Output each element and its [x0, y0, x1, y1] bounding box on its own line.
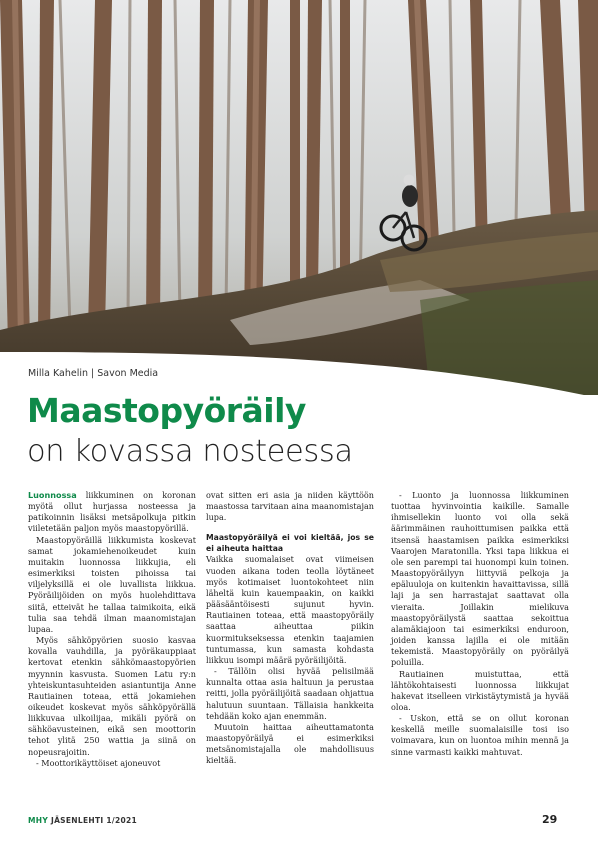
paragraph: - Uskon, että se on ollut koronan keskellä meille suomalaisille tosi iso voimavara, kun on luontoa mihin mennä ja sinne varmasti kaikki mahtuvat.: [391, 713, 569, 757]
hero-photo: [0, 0, 598, 395]
headline-line-1: Maastopyöräily: [27, 391, 306, 430]
article-column-2: [206, 490, 374, 766]
paragraph: Maastopyöräillä liikkumista koskevat samat jokamiehenoikeudet kuin muitakin luonnossa liikkujia, eli esimerkiksi toisten pihoissa tai viljelyksillä ei ole luvallista liikkua. Pyöräilijöiden on myös huolehdittava siitä, etteivät he tallaa taimikoita, eikä tulia saa tehdä ilman maanomistajan lupaa.: [28, 534, 196, 634]
paragraph: Myös sähköpyörien suosio kasvaa kovalla vauhdilla, ja pyöräkauppiaat kertovat etenkin sähkömaastopyörien myynnin kasvusta. Suomen Latu ry:n yhteiskuntasuhteiden asiantuntija Anne Rautiainen toteaa, että jokamiehen oikeudet koskevat myös sähköpyörällä liikkuvaa ulkoilijaa, mikäli pyörä on sähköavusteinen, eikä sen moottorin tehot ylitä 250 wattia ja siinä on nopeusrajoitin.: [28, 635, 196, 757]
headline-line-2: on kovassa nosteessa: [27, 434, 353, 469]
footer-brand: MHY: [28, 816, 49, 825]
lead-word: Luonnossa: [28, 490, 77, 500]
paragraph: [28, 490, 196, 535]
footer-publication: [28, 816, 137, 825]
forest-mountain-biker-photo: [0, 0, 598, 395]
paragraph: ovat sitten eri asia ja niiden käyttöön maastossa tarvitaan aina maanomistajan lupa.: [206, 490, 374, 523]
page-number: 29: [542, 813, 558, 826]
footer-issue: JÄSENLEHTI 1/2021: [48, 816, 138, 825]
paragraph: Muutoin haittaa aiheuttamatonta maastopyöräilyä ei esimerkiksi metsänomistajalla ole mahdollisuus kieltää.: [206, 721, 374, 766]
paragraph: - Moottorikäyttöiset ajoneuvot: [36, 757, 161, 768]
article-column-3: [391, 490, 569, 758]
paragraph: Vaikka suomalaiset ovat viimeisen vuoden aikana toden teolla löytäneet myös kotimaiset luontokohteet niin läheltä kuin kauempaakin, on kaikki pääsääntöisesti sujunut hyvin. Rautiainen toteaa, että maastopyöräily saattaa aiheuttaa piikin kuormitukseksessa etenkin taajamien tuntumassa, kun samasta kohdasta liikkuu isompi määrä pyöräilijöitä.: [206, 554, 374, 665]
paragraph-text: liikkuminen on koronan myötä ollut hurjassa nosteessa ja patikoinnin lisäksi metsäpolkuja pitkin viiletetään paljon myös maastopyörillä.: [28, 490, 196, 534]
paragraph: - Tällöin olisi hyvää pelisilmää kunnalta ottaa asia haltuun ja perustaa reitti, jolla pyöräilijöitä saadaan ohjattua halutuun suuntaan. Tällaisia hankkeita tehdään koko ajan enemmän.: [206, 666, 374, 721]
article-column-1: [28, 490, 196, 769]
byline: Milla Kahelin | Savon Media: [28, 368, 159, 379]
subheading: Maastopyöräilyä ei voi kieltää, jos se ei aiheuta haittaa: [206, 533, 374, 554]
paragraph: Rautiainen muistuttaa, että lähtökohtaisesti luonnossa liikkujat hakevat itselleen virkistäytymistä ja hyvää oloa.: [391, 668, 569, 712]
paragraph: - Luonto ja luonnossa liikkuminen tuottaa hyvinvointia kaikille. Samalle ihmisellekin luonto voi olla sekä äärimmäinen rauhoittumisen paikka että itsensä haastamisen paikka esimerkiksi Vaarojen Maratonilla. Yksi tapa liikkua ei ole sen parempi tai huonompi kuin toinen. Maastopyöräilyyn liittyviä pelkoja ja epäluuloja on kuitenkin havaittavissa, sillä laji ja sen harrastajat saattavat olla vieraita. Joillakin mielikuva maastopyöräilystä saattaa sekoittua alamäkiajoon tai esimerkiksi enduroon, joiden kanssa lajilla ei ole mitään tekemistä. Maastopyöräily on pyöräilyä poluilla.: [391, 490, 569, 668]
